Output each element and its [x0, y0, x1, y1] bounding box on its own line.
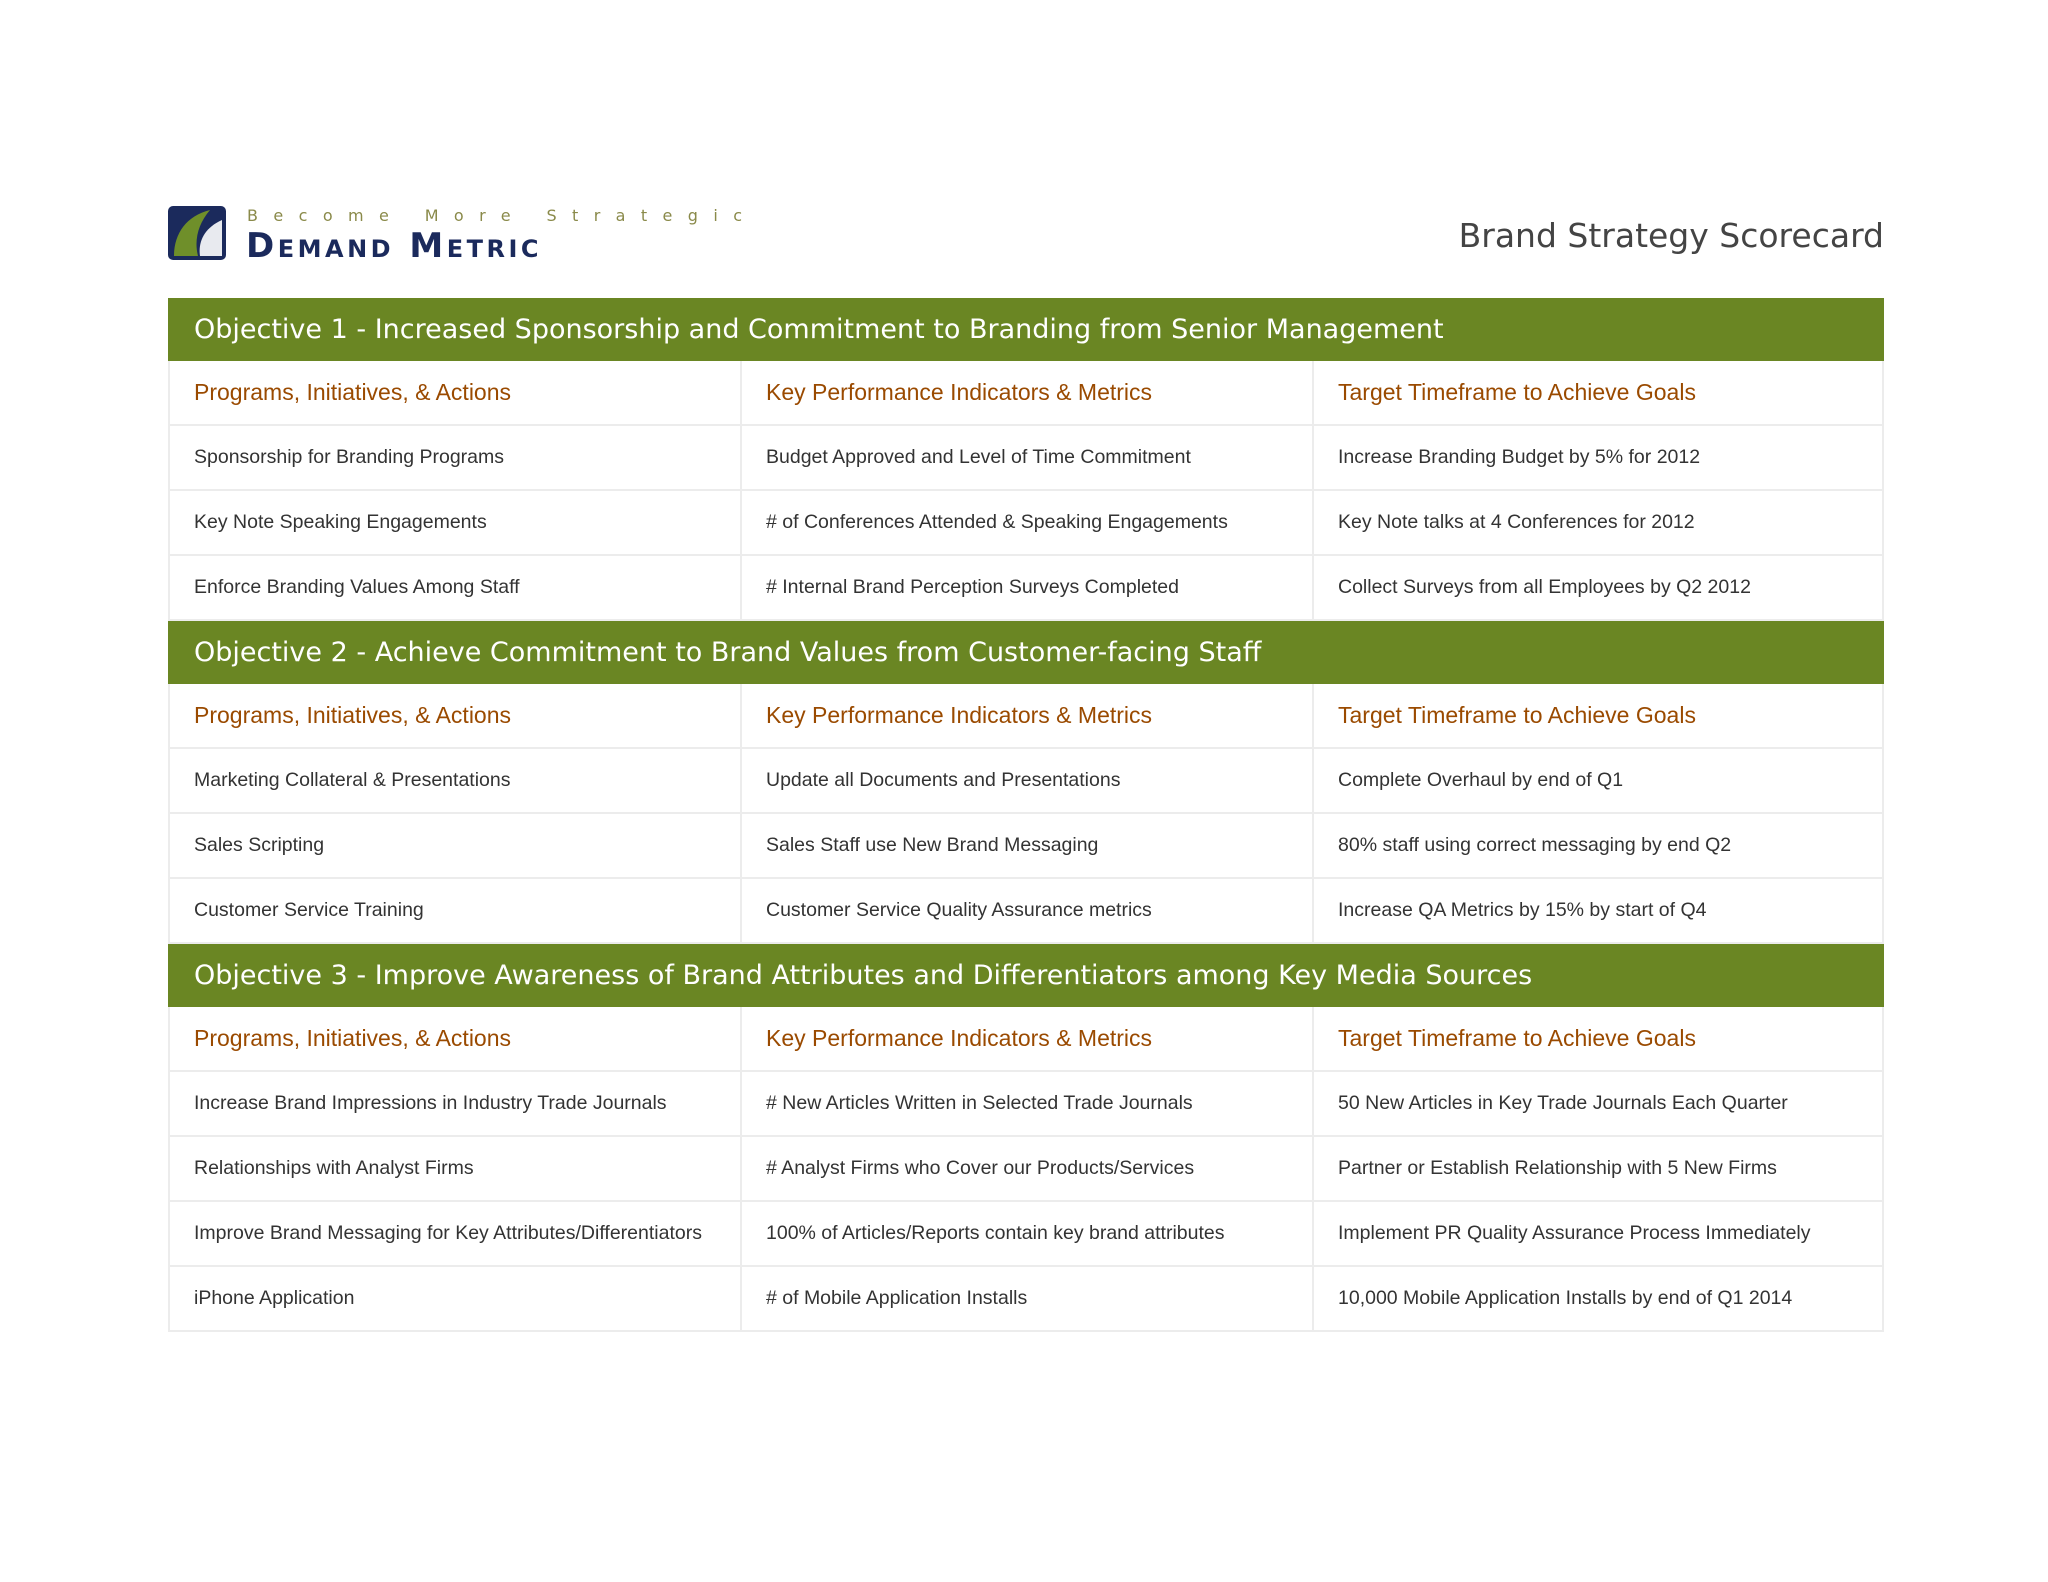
table-row: [168, 1202, 1884, 1267]
objective-section: [168, 621, 1884, 944]
timeframe-cell: Increase QA Metrics by 15% by start of Q4: [1338, 899, 1707, 921]
table-row: [168, 556, 1884, 621]
column-header-programs: Programs, Initiatives, & Actions: [170, 1007, 742, 1070]
timeframe-cell: Partner or Establish Relationship with 5 New Firms: [1338, 1157, 1777, 1179]
logo-mark-icon: [168, 206, 228, 262]
program-cell: Increase Brand Impressions in Industry Trade Journals: [170, 1072, 742, 1135]
column-header-programs: Programs, Initiatives, & Actions: [170, 684, 742, 747]
timeframe-cell: Implement PR Quality Assurance Process Immediately: [1338, 1222, 1811, 1244]
table-row: [168, 1137, 1884, 1202]
objective-section: [168, 944, 1884, 1332]
demand-metric-logo: [168, 206, 758, 266]
table-row: [168, 814, 1884, 879]
logo-tagline: Become More Strategic: [247, 206, 758, 225]
column-header-timeframe: Target Timeframe to Achieve Goals: [1338, 702, 1696, 728]
program-cell: Relationships with Analyst Firms: [170, 1137, 742, 1200]
column-header-kpis: Key Performance Indicators & Metrics: [742, 1007, 1314, 1070]
table-row: [168, 1072, 1884, 1137]
kpi-cell: # Analyst Firms who Cover our Products/Services: [742, 1137, 1314, 1200]
timeframe-cell: 10,000 Mobile Application Installs by end of Q1 2014: [1338, 1287, 1793, 1309]
column-header-timeframe: Target Timeframe to Achieve Goals: [1338, 379, 1696, 405]
table-row: [168, 491, 1884, 556]
column-header-row: [168, 684, 1884, 749]
page-header: [168, 206, 1884, 266]
program-cell: Sponsorship for Branding Programs: [170, 426, 742, 489]
program-cell: Customer Service Training: [170, 879, 742, 942]
table-row: [168, 749, 1884, 814]
program-cell: Marketing Collateral & Presentations: [170, 749, 742, 812]
page-title: Brand Strategy Scorecard: [1458, 216, 1884, 255]
program-cell: Sales Scripting: [170, 814, 742, 877]
column-header-timeframe: Target Timeframe to Achieve Goals: [1338, 1025, 1696, 1051]
kpi-cell: Customer Service Quality Assurance metrics: [742, 879, 1314, 942]
program-cell: Key Note Speaking Engagements: [170, 491, 742, 554]
kpi-cell: # of Conferences Attended & Speaking Engagements: [742, 491, 1314, 554]
objective-title: Objective 3 - Improve Awareness of Brand Attributes and Differentiators among Key Media Sources: [168, 944, 1884, 1007]
column-header-kpis: Key Performance Indicators & Metrics: [742, 361, 1314, 424]
timeframe-cell: 80% staff using correct messaging by end Q2: [1338, 834, 1732, 856]
kpi-cell: Update all Documents and Presentations: [742, 749, 1314, 812]
program-cell: Enforce Branding Values Among Staff: [170, 556, 742, 619]
logo-name: Demand Metric: [246, 226, 543, 266]
timeframe-cell: Complete Overhaul by end of Q1: [1338, 769, 1624, 791]
kpi-cell: 100% of Articles/Reports contain key brand attributes: [742, 1202, 1314, 1265]
kpi-cell: # Internal Brand Perception Surveys Completed: [742, 556, 1314, 619]
kpi-cell: # New Articles Written in Selected Trade Journals: [742, 1072, 1314, 1135]
kpi-cell: # of Mobile Application Installs: [742, 1267, 1314, 1330]
objective-section: [168, 298, 1884, 621]
column-header-programs: Programs, Initiatives, & Actions: [170, 361, 742, 424]
column-header-row: [168, 361, 1884, 426]
timeframe-cell: Collect Surveys from all Employees by Q2 2012: [1338, 576, 1751, 598]
timeframe-cell: Key Note talks at 4 Conferences for 2012: [1338, 511, 1695, 533]
column-header-row: [168, 1007, 1884, 1072]
kpi-cell: Budget Approved and Level of Time Commitment: [742, 426, 1314, 489]
table-row: [168, 426, 1884, 491]
timeframe-cell: Increase Branding Budget by 5% for 2012: [1338, 446, 1701, 468]
program-cell: iPhone Application: [170, 1267, 742, 1330]
column-header-kpis: Key Performance Indicators & Metrics: [742, 684, 1314, 747]
table-row: [168, 879, 1884, 944]
table-row: [168, 1267, 1884, 1332]
objective-title: Objective 2 - Achieve Commitment to Brand Values from Customer-facing Staff: [168, 621, 1884, 684]
program-cell: Improve Brand Messaging for Key Attributes/Differentiators: [170, 1202, 742, 1265]
timeframe-cell: 50 New Articles in Key Trade Journals Each Quarter: [1338, 1092, 1788, 1114]
kpi-cell: Sales Staff use New Brand Messaging: [742, 814, 1314, 877]
scorecard-table: [168, 298, 1884, 1332]
objective-title: Objective 1 - Increased Sponsorship and Commitment to Branding from Senior Management: [168, 298, 1884, 361]
